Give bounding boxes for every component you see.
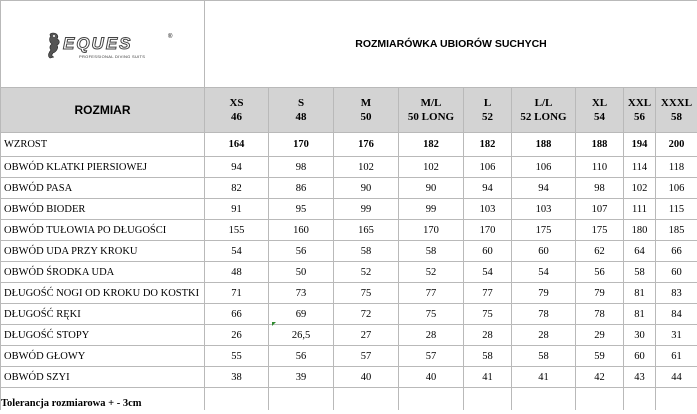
measurement-value: 118 (656, 157, 697, 178)
logo-cell (1, 1, 205, 88)
measurement-value: 94 (464, 178, 512, 199)
size-header-xs (205, 88, 269, 133)
footer-cell (624, 388, 656, 411)
size-letter: XS (229, 97, 244, 109)
measurement-value: 160 (269, 220, 334, 241)
measurement-value: 66 (205, 304, 269, 325)
measurement-value: 90 (334, 178, 399, 199)
measurement-value: 79 (576, 283, 624, 304)
tolerance-note: Tolerancja rozmiarowa + - 3cm (1, 398, 142, 409)
measurement-row (1, 157, 697, 178)
measurement-label: OBWÓD UDA PRZY KROKU (1, 241, 205, 262)
title-row (1, 1, 697, 88)
measurement-value: 94 (205, 157, 269, 178)
measurement-value: 103 (512, 199, 576, 220)
measurement-value: 56 (269, 346, 334, 367)
measurement-value: 26 (205, 325, 269, 346)
measurement-value: 106 (464, 157, 512, 178)
measurement-value: 59 (576, 346, 624, 367)
measurement-value: 58 (399, 241, 464, 262)
size-header-xxl (624, 88, 656, 133)
measurement-value: 99 (334, 199, 399, 220)
measurement-value: 200 (656, 133, 697, 157)
measurement-value: 182 (464, 133, 512, 157)
measurement-value: 52 (334, 262, 399, 283)
measurement-row (1, 199, 697, 220)
measurement-row (1, 346, 697, 367)
size-header-l (464, 88, 512, 133)
measurement-value: 98 (269, 157, 334, 178)
measurement-label: OBWÓD PASA (1, 178, 205, 199)
measurement-value: 54 (512, 262, 576, 283)
measurement-value: 79 (512, 283, 576, 304)
footer-cell (399, 388, 464, 411)
measurement-value: 107 (576, 199, 624, 220)
footer-cell (269, 388, 334, 411)
measurement-value: 180 (624, 220, 656, 241)
measurement-value: 170 (269, 133, 334, 157)
measurement-value: 106 (656, 178, 697, 199)
footer-cell (576, 388, 624, 411)
measurement-value: 82 (205, 178, 269, 199)
measurement-value: 155 (205, 220, 269, 241)
size-letter: L/L (534, 97, 553, 109)
measurement-value: 44 (656, 367, 697, 388)
measurement-value: 50 (269, 262, 334, 283)
size-letter: S (297, 97, 305, 109)
footer-cell (464, 388, 512, 411)
measurement-value: 170 (399, 220, 464, 241)
measurement-value: 84 (656, 304, 697, 325)
measurement-value: 56 (269, 241, 334, 262)
measurement-label: DŁUGOŚĆ STOPY (1, 325, 205, 346)
measurement-value: 103 (464, 199, 512, 220)
footer-cell (512, 388, 576, 411)
cell-comment-marker (272, 322, 276, 326)
measurement-value: 28 (399, 325, 464, 346)
measurement-value: 60 (464, 241, 512, 262)
measurement-label: OBWÓD GŁOWY (1, 346, 205, 367)
size-header-s (269, 88, 334, 133)
measurement-label: WZROST (1, 133, 205, 157)
measurement-value: 69 (269, 304, 334, 325)
size-letter: XL (591, 97, 608, 109)
measurement-value: 41 (464, 367, 512, 388)
measurement-value: 40 (399, 367, 464, 388)
measurement-value: 81 (624, 304, 656, 325)
measurement-value: 175 (576, 220, 624, 241)
measurement-value: 31 (656, 325, 697, 346)
size-header-row (1, 88, 697, 133)
size-letter: M (360, 97, 372, 109)
measurement-value: 42 (576, 367, 624, 388)
measurement-label: DŁUGOŚĆ NOGI OD KROKU DO KOSTKI (1, 283, 205, 304)
measurement-value: 164 (205, 133, 269, 157)
measurement-value: 114 (624, 157, 656, 178)
measurement-value: 54 (464, 262, 512, 283)
measurement-row (1, 262, 697, 283)
measurement-value: 57 (399, 346, 464, 367)
measurement-value: 78 (576, 304, 624, 325)
measurement-value: 57 (334, 346, 399, 367)
measurement-row (1, 367, 697, 388)
measurement-row (1, 220, 697, 241)
size-number: 56 (634, 111, 645, 123)
measurement-value: 60 (624, 346, 656, 367)
measurement-value: 29 (576, 325, 624, 346)
measurement-value: 194 (624, 133, 656, 157)
measurement-value: 77 (464, 283, 512, 304)
measurement-label: OBWÓD SZYI (1, 367, 205, 388)
measurement-value: 188 (512, 133, 576, 157)
measurement-value: 111 (624, 199, 656, 220)
measurement-value: 77 (399, 283, 464, 304)
size-header-label: ROZMIAR (1, 88, 205, 133)
measurement-value: 170 (464, 220, 512, 241)
measurement-value: 175 (512, 220, 576, 241)
size-header-l-l (512, 88, 576, 133)
measurement-value: 58 (624, 262, 656, 283)
size-number: 52 (482, 111, 493, 123)
measurement-value: 98 (576, 178, 624, 199)
size-letter: XXXL (660, 97, 693, 109)
size-header-xl (576, 88, 624, 133)
size-header-m-l (399, 88, 464, 133)
measurement-value: 185 (656, 220, 697, 241)
measurement-row (1, 325, 697, 346)
size-number: 58 (671, 111, 682, 123)
measurement-value: 75 (399, 304, 464, 325)
logo-registered-mark: ® (168, 34, 173, 40)
measurement-label: OBWÓD ŚRODKA UDA (1, 262, 205, 283)
measurement-value: 43 (624, 367, 656, 388)
measurement-value: 102 (334, 157, 399, 178)
size-header-xxxl (656, 88, 697, 133)
measurement-row (1, 241, 697, 262)
size-number: 52 LONG (520, 111, 567, 123)
chart-title: ROZMIARÓWKA UBIORÓW SUCHYCH (205, 1, 697, 88)
seahorse-icon (41, 31, 63, 59)
measurement-value: 115 (656, 199, 697, 220)
measurement-value: 60 (656, 262, 697, 283)
measurement-value: 99 (399, 199, 464, 220)
measurement-value: 83 (656, 283, 697, 304)
measurement-value: 72 (334, 304, 399, 325)
measurement-value: 27 (334, 325, 399, 346)
measurement-value: 75 (464, 304, 512, 325)
measurement-value: 56 (576, 262, 624, 283)
footer-cell (334, 388, 399, 411)
measurement-label: OBWÓD TUŁOWIA PO DŁUGOŚCI (1, 220, 205, 241)
logo-tagline: PROFESSIONAL DIVING SUITS (79, 54, 146, 59)
measurement-value: 106 (512, 157, 576, 178)
measurement-value: 90 (399, 178, 464, 199)
measurement-value: 39 (269, 367, 334, 388)
measurement-row (1, 283, 697, 304)
measurement-value: 78 (512, 304, 576, 325)
measurement-value: 61 (656, 346, 697, 367)
size-number: 50 LONG (407, 111, 455, 123)
size-number: 50 (360, 111, 372, 123)
measurement-value: 86 (269, 178, 334, 199)
eques-logo (1, 1, 201, 87)
measurement-value: 165 (334, 220, 399, 241)
measurement-value: 176 (334, 133, 399, 157)
measurement-value: 110 (576, 157, 624, 178)
measurement-value: 38 (205, 367, 269, 388)
size-number: 48 (295, 111, 307, 123)
measurement-value: 182 (399, 133, 464, 157)
measurement-value: 64 (624, 241, 656, 262)
measurement-row (1, 178, 697, 199)
measurement-value: 40 (334, 367, 399, 388)
measurement-value: 81 (624, 283, 656, 304)
size-number: 54 (594, 111, 605, 123)
measurement-value: 102 (624, 178, 656, 199)
footer-cell (656, 388, 697, 411)
measurement-value: 94 (512, 178, 576, 199)
measurement-value: 28 (464, 325, 512, 346)
measurement-label: OBWÓD KLATKI PIERSIOWEJ (1, 157, 205, 178)
measurement-value: 71 (205, 283, 269, 304)
logo-wordmark: EQUES (63, 34, 133, 53)
measurement-value: 188 (576, 133, 624, 157)
measurement-value: 26,5 (269, 325, 334, 346)
measurement-value: 28 (512, 325, 576, 346)
measurement-row (1, 133, 697, 157)
size-letter: XXL (627, 97, 652, 109)
measurement-value: 60 (512, 241, 576, 262)
measurement-row (1, 304, 697, 325)
measurement-value: 41 (512, 367, 576, 388)
measurement-value: 95 (269, 199, 334, 220)
size-number: 46 (231, 111, 242, 123)
measurement-value: 48 (205, 262, 269, 283)
size-letter: M/L (420, 97, 442, 109)
measurement-value: 58 (464, 346, 512, 367)
measurement-value: 54 (205, 241, 269, 262)
measurement-value: 75 (334, 283, 399, 304)
measurement-value: 52 (399, 262, 464, 283)
measurement-value: 55 (205, 346, 269, 367)
measurement-value: 73 (269, 283, 334, 304)
measurement-value: 102 (399, 157, 464, 178)
measurement-value: 91 (205, 199, 269, 220)
measurement-label: OBWÓD BIODER (1, 199, 205, 220)
measurement-value: 30 (624, 325, 656, 346)
size-header-m (334, 88, 399, 133)
size-letter: L (483, 97, 492, 109)
footer-cell (205, 388, 269, 411)
measurement-value: 66 (656, 241, 697, 262)
measurement-value: 58 (512, 346, 576, 367)
measurement-value: 58 (334, 241, 399, 262)
measurement-value: 62 (576, 241, 624, 262)
measurement-label: DŁUGOŚĆ RĘKI (1, 304, 205, 325)
